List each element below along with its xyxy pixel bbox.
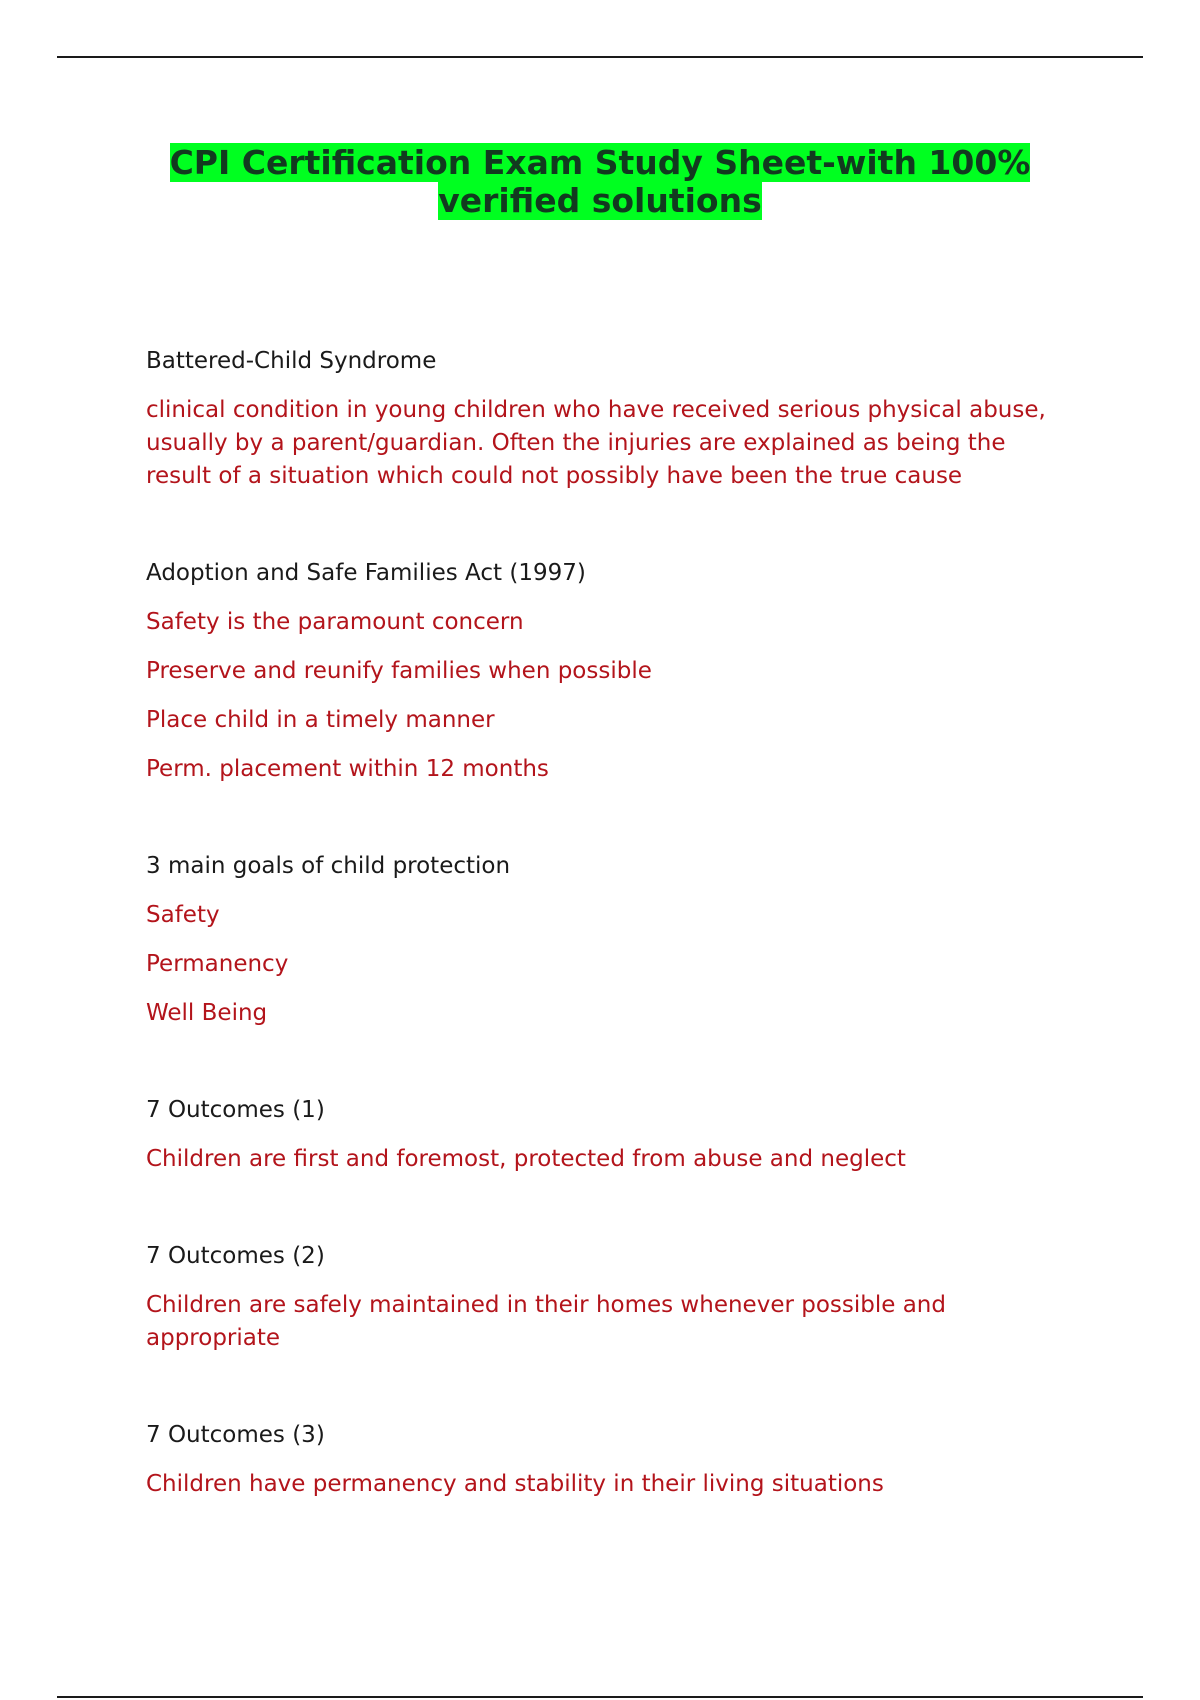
card-main-goals [146,850,1076,1030]
card-term: 3 main goals of child protection [146,853,511,879]
page-title [100,144,1100,220]
card-definition: Well Being [146,1000,268,1026]
card-outcomes-2 [146,1240,1076,1355]
card-definition: Preserve and reunify families when possible [146,658,652,684]
card-battered-child-syndrome [146,345,1076,493]
card-term: 7 Outcomes (3) [146,1422,325,1448]
card-definition: Permanency [146,951,289,977]
card-outcomes-1 [146,1094,1076,1176]
card-definition: Place child in a timely manner [146,707,495,733]
card-outcomes-3 [146,1419,1076,1501]
page-title-text: CPI Certification Exam Study Sheet-with 100% verified solutions [169,143,1031,220]
card-term: Battered-Child Syndrome [146,348,437,374]
card-definition: Safety [146,902,220,928]
card-definition: Children are first and foremost, protected from abuse and neglect [146,1146,906,1172]
card-definition: Children are safely maintained in their homes whenever possible and appropriate [146,1292,946,1351]
card-definition: Perm. placement within 12 months [146,756,549,782]
study-cards [146,345,1076,1501]
card-definition: Children have permanency and stability in their living situations [146,1471,884,1497]
card-term: 7 Outcomes (1) [146,1097,325,1123]
card-definition: clinical condition in young children who have received serious physical abuse, usually by a parent/guardian. Often the injuries are explained as being the result of a situation which could not possibly have been the true cause [146,397,1046,489]
card-term: Adoption and Safe Families Act (1997) [146,560,586,586]
card-adoption-safe-families-act [146,557,1076,786]
card-term: 7 Outcomes (2) [146,1243,325,1269]
bottom-rule [57,1696,1143,1698]
top-rule [57,56,1143,58]
card-definition: Safety is the paramount concern [146,609,524,635]
